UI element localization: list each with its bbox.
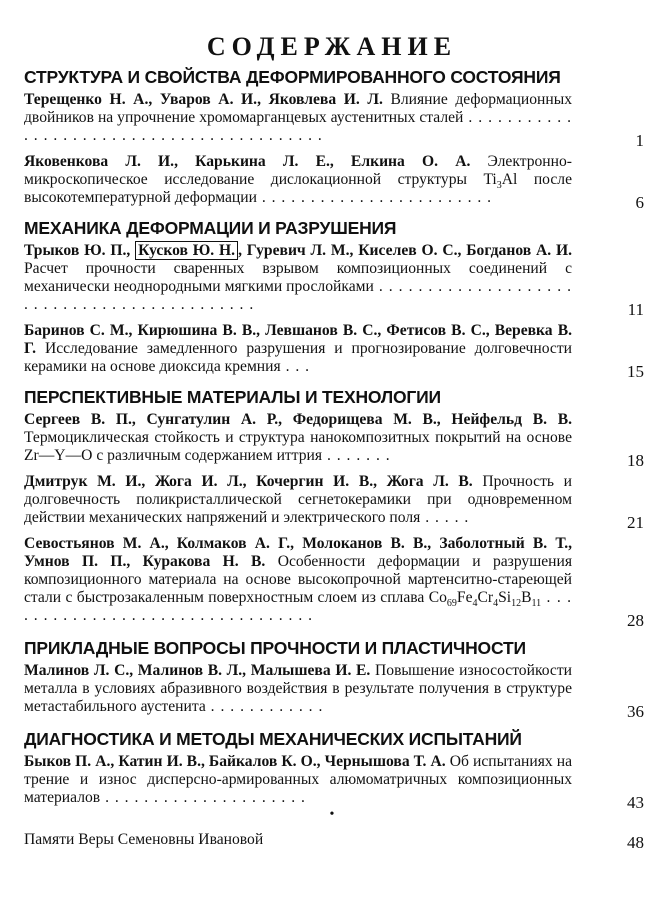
section-materials <box>24 386 644 630</box>
entry-page-number: 36 <box>627 702 644 721</box>
page-title: СОДЕРЖАНИЕ <box>206 32 458 61</box>
section-heading: ДИАГНОСТИКА И МЕТОДЫ МЕХАНИЧЕСКИХ ИСПЫТАНИЙ <box>24 729 522 749</box>
entry-page-number: 15 <box>627 362 644 381</box>
dot-leader: . . . . . . . . . . . . . . . . . . . . . . . . . . . . . . . . . . . . . . . . . . . . <box>24 278 573 313</box>
entry-text <box>24 411 572 465</box>
entry-page-number: 21 <box>627 513 644 532</box>
entry-title: Повышение износостойкости металла в условиях абразивного воздействия в результате получения в структуре метастабильного аустенита <box>24 662 572 715</box>
entry-authors: Дмитрук М. И., Жога И. Л., Кочергин И. В., Жога Л. В. <box>24 473 473 490</box>
separator-bullet: • <box>329 807 335 822</box>
toc-entry[interactable] <box>24 91 644 150</box>
entry-page-number: 28 <box>627 611 644 630</box>
entry-text <box>24 535 572 625</box>
toc-entry[interactable] <box>24 662 644 721</box>
entry-title-subscript: 3 <box>496 180 502 192</box>
entry-title: Расчет прочности сваренных взрывом композиционных соединений с механически неоднородными мягкими прослойками <box>24 260 572 295</box>
dot-leader: . . . . . . . . . . . . . . . . . . . . . . . . <box>256 189 493 206</box>
entry-authors: Быков П. А., Катин И. В., Байкалов К. О., Чернышова Т. А. <box>24 753 446 770</box>
entry-page-number: 18 <box>627 451 644 470</box>
entry-title: Прочность и долговечность поликристаллической сегнетокерамики при одновременном действии механических напряжений и электрического поля <box>24 473 572 526</box>
entry-title: Особенности деформации и разрушения композиционного материала на основе высокопрочной мартенситно-стареющей стали с быстрозакаленным поверхностным слоем из сплава <box>24 553 572 606</box>
highlighted-author: Кусков Ю. Н. <box>135 241 238 260</box>
alloy-formula: $Co_{69}Fe_4Cr_4Si_{12}B_{11}$ <box>428 589 542 610</box>
toc-entry[interactable] <box>24 411 644 470</box>
entry-page-number: 1 <box>635 131 644 150</box>
toc-entry[interactable] <box>24 242 644 319</box>
entry-page-number: 43 <box>627 793 644 812</box>
section-heading: МЕХАНИКА ДЕФОРМАЦИИ И РАЗРУШЕНИЯ <box>24 218 397 238</box>
entry-authors: Севостьянов М. А., Колмаков А. Г., Молоканов В. В., Заболотный В. Т., Умнов П. П., Куракова Н. В. <box>24 535 572 570</box>
dot-leader: . . . . . . . . . . . . . . . . . . . . . . . . . . . . . . . . . . . . . . . . . . <box>24 109 572 144</box>
dot-leader: . . . . . . . <box>322 447 391 464</box>
entry-text <box>24 473 572 527</box>
memorial-entry[interactable] <box>24 831 644 851</box>
dot-leader: . . . . . . . . . . . . . . . . . . . . . . . . . . . . . . . . . <box>24 589 572 624</box>
dot-leader: . . . . . . . . . . . . . . . . . . . . . <box>100 789 306 806</box>
entry-page-number: 6 <box>635 193 644 212</box>
entry-authors: Баринов С. М., Кирюшина В. В., Левшанов В. С., Фетисов В. С., Веревка В. Г. <box>24 322 572 357</box>
entry-authors: Терещенко Н. А., Уваров А. И., Яковлева И. Л. <box>24 91 383 108</box>
toc-entry[interactable] <box>24 153 644 212</box>
dot-leader: . . . . . . . . . . . . <box>205 698 324 715</box>
dot-leader: . . . <box>280 358 311 375</box>
entry-title: Влияние деформационных двойников на упрочнение хромомарганцевых аустенитных сталей <box>24 91 572 126</box>
entry-title: Об испытаниях на трение и износ дисперсно-армированных алюмоматричных композиционных материалов <box>24 753 573 806</box>
entry-text <box>24 662 572 716</box>
entry-title: Исследование замедленного разрушения и прогнозирование долговечности керамики на основе диоксида кремния <box>24 340 572 375</box>
entry-authors: Малинов Л. С., Малинов В. Л., Малышева И. Е. <box>24 662 371 679</box>
entry-title-part: Электронно-микроскопическое исследование дислокационной структуры Ti <box>24 153 572 188</box>
memorial-text: Памяти Веры Семеновны Ивановой <box>24 831 264 848</box>
section-heading: ПЕРСПЕКТИВНЫЕ МАТЕРИАЛЫ И ТЕХНОЛОГИИ <box>24 387 441 407</box>
entry-authors: Яковенкова Л. И., Карькина Л. Е., Елкина О. А. <box>24 153 471 170</box>
toc-entry[interactable] <box>24 753 644 812</box>
entry-text <box>24 753 572 807</box>
entry-title-part: Al после высокотемпературной деформации <box>24 171 572 206</box>
toc-entry[interactable] <box>24 473 644 532</box>
entry-text <box>24 242 572 314</box>
section-mechanics <box>24 217 644 381</box>
section-heading: СТРУКТУРА И СВОЙСТВА ДЕФОРМИРОВАННОГО СОСТОЯНИЯ <box>24 67 561 87</box>
dot-leader: . . . . . <box>420 509 470 526</box>
toc-entry[interactable] <box>24 322 644 381</box>
entry-authors: Сергеев В. П., Сунгатулин А. Р., Федорищева М. В., Нейфельд В. В. <box>24 411 572 428</box>
section-diagnostics <box>24 728 644 812</box>
entry-text <box>24 153 572 207</box>
toc-entry[interactable] <box>24 535 644 630</box>
section-applied <box>24 637 644 721</box>
entry-title: Термоциклическая стойкость и структура нанокомпозитных покрытий на основе Zr—Y—O с различным содержанием иттрия <box>24 429 572 464</box>
entry-authors: Трыков Ю. П., Кусков Ю. Н. , Гуревич Л. М., Киселев О. С., Богданов А. И. <box>24 242 572 259</box>
entry-page-number: 11 <box>627 300 644 319</box>
section-heading: ПРИКЛАДНЫЕ ВОПРОСЫ ПРОЧНОСТИ И ПЛАСТИЧНОСТИ <box>24 638 526 658</box>
entry-page-number: 48 <box>627 833 644 852</box>
section-structure <box>24 66 644 212</box>
entry-text <box>24 322 572 376</box>
entry-text <box>24 91 572 145</box>
